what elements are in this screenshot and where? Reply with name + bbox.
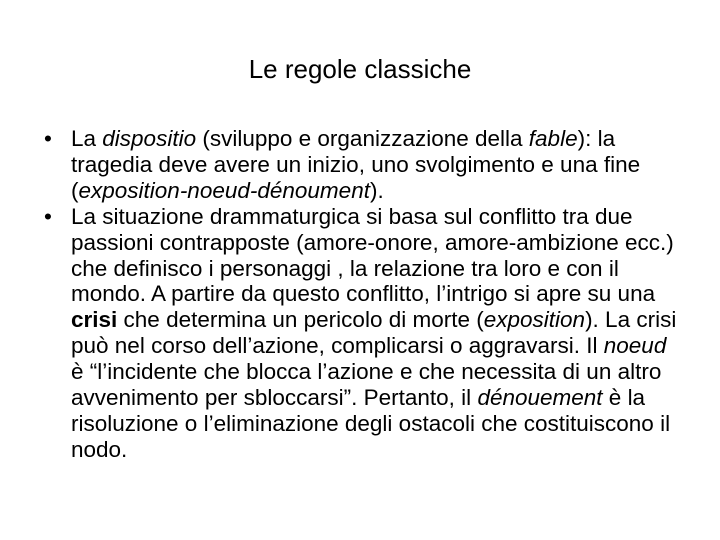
term-fable: fable (528, 126, 578, 151)
bullet-text: La (71, 126, 103, 151)
bullet-list (44, 126, 684, 463)
bullet-text: ): la tragedia deve avere un inizio, uno svolgimento e una fine ( (71, 126, 641, 203)
bullet-text: La situazione drammaturgica si basa sul conflitto tra due passioni contrapposte (amore-onore, amore-ambizione ecc.) che definisco i personaggi , la relazione tra loro e con il mondo. A partire da questo conflitto, l’intrigo si apre su una (71, 203, 674, 307)
bullet-text: che determina un pericolo di morte ( (117, 307, 484, 333)
term-denouement: dénouement (477, 385, 603, 411)
bullet-marker: • (44, 126, 52, 151)
term-dispositio: dispositio (102, 126, 197, 151)
term-crisi: crisi (71, 307, 118, 333)
term-structure: exposition-noeud-dénoument (78, 177, 370, 203)
bullet-marker: • (44, 203, 52, 229)
bullet-text: ). (369, 177, 384, 203)
bullet-text: (sviluppo e organizzazione della (196, 126, 529, 151)
bullet-item-dispositio (44, 126, 684, 204)
bullet-text: è la risoluzione o l’eliminazione degli ostacoli che costituiscono il nodo. (71, 385, 671, 462)
slide-title: Le regole classiche (248, 54, 472, 84)
bullet-item-conflitto (44, 204, 684, 463)
term-exposition: exposition (483, 307, 586, 333)
term-noeud: noeud (603, 333, 667, 359)
bullet-text: ). La crisi può nel corso dell’azione, complicarsi o aggravarsi. Il (71, 307, 677, 359)
bullet-text: è “l’incidente che blocca l’azione e che necessita di un altro avvenimento per sbloccarsi”. Pertanto, il (71, 359, 662, 411)
